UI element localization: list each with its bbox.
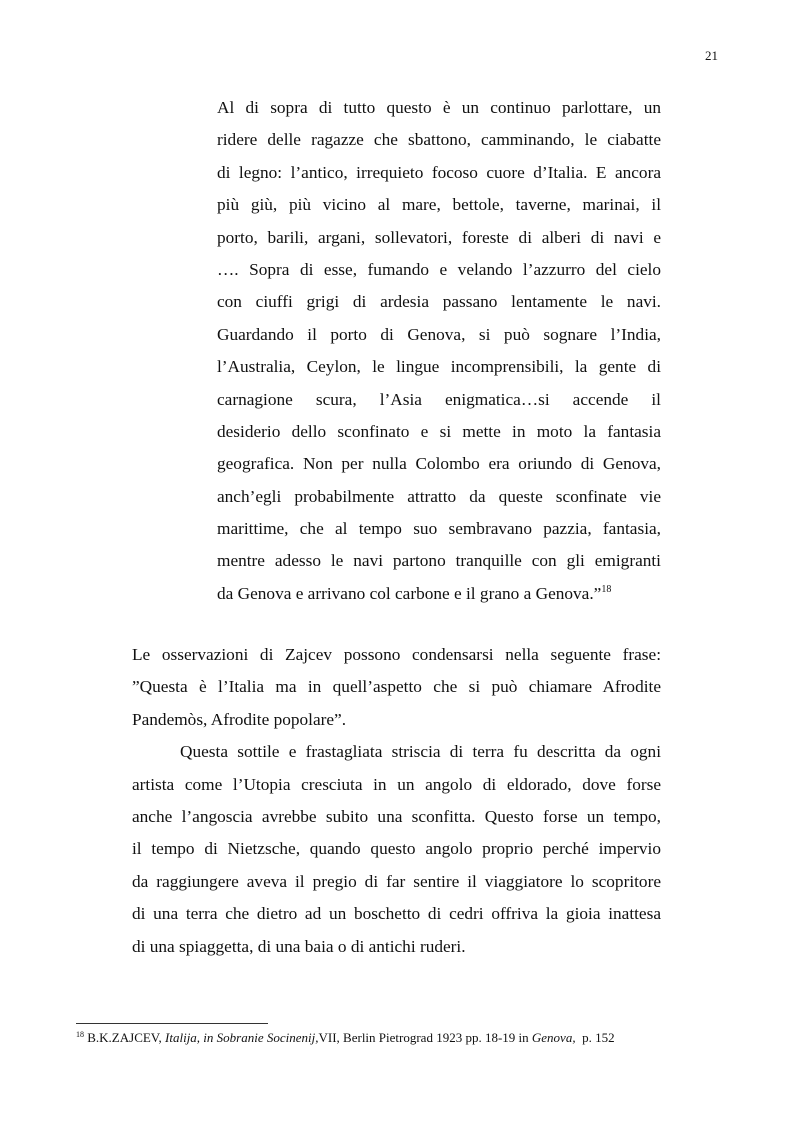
paragraph-line: di una spiaggetta, di una baia o di antichi ruderi. xyxy=(132,936,466,956)
paragraph-line: da raggiungere aveva il pregio di far sentire il viaggiatore lo scopritore xyxy=(132,871,661,891)
footnote xyxy=(76,1030,696,1046)
quote-line: di legno: l’antico, irrequieto focoso cuore d’Italia. E ancora xyxy=(217,162,661,182)
footnote-details: VII, Berlin Pietrograd 1923 pp. 18-19 in xyxy=(318,1030,529,1045)
paragraph-line: ”Questa è l’Italia ma in quell’aspetto che si può chiamare Afrodite xyxy=(132,677,661,697)
paragraph-line: Le osservazioni di Zajcev possono condensarsi nella seguente frase: xyxy=(132,645,661,664)
footnote-number: 18 xyxy=(76,1030,84,1039)
paragraph-line: il tempo di Nietzsche, quando questo angolo proprio perché impervio xyxy=(132,839,661,859)
paragraph-line: anche l’angoscia avrebbe subito una sconfitta. Questo forse un tempo, xyxy=(132,806,661,826)
footnote-page: p. 152 xyxy=(582,1030,615,1045)
footnote-reference[interactable]: 18 xyxy=(601,583,612,595)
page-number: 21 xyxy=(705,48,718,63)
quote-line: marittime, che al tempo suo sembravano pazzia, fantasia, xyxy=(217,519,661,539)
footnote-title: Italija, in Sobranie Socinenij, xyxy=(165,1030,319,1045)
body-text xyxy=(132,639,661,963)
quote-line: più giù, più vicino al mare, bettole, taverne, marinai, il xyxy=(217,195,661,215)
quote-line: con ciuffi grigi di ardesia passano lentamente le navi. xyxy=(217,292,661,312)
quote-line: mentre adesso le navi partono tranquille con gli emigranti xyxy=(217,551,661,571)
quote-line: carnagione scura, l’Asia enigmatica…si accende il xyxy=(217,389,661,409)
paragraph-line: di una terra che dietro ad un boschetto di cedri offriva la gioia inattesa xyxy=(132,904,661,924)
footnote-source: Genova, xyxy=(531,1030,576,1045)
quote-line: desiderio dello sconfinato e si mette in moto la fantasia xyxy=(217,421,661,441)
quote-line: porto, barili, argani, sollevatori, foreste di alberi di navi e xyxy=(217,227,661,247)
paragraph xyxy=(132,736,661,963)
quote-line: anch’egli probabilmente attratto da queste sconfinate vie xyxy=(217,486,661,506)
block-quote xyxy=(217,92,661,610)
footnote-divider xyxy=(76,1023,268,1024)
paragraph-line: Questa sottile e frastagliata striscia di terra fu descritta da ogni xyxy=(180,742,661,762)
paragraph xyxy=(132,639,661,736)
quote-line: …. Sopra di esse, fumando e velando l’azzurro del cielo xyxy=(217,259,661,279)
footnote-author: B.K.ZAJCEV, xyxy=(87,1030,162,1045)
quote-line: ridere delle ragazze che sbattono, camminando, le ciabatte xyxy=(217,130,661,150)
quote-last-line xyxy=(217,578,661,610)
paragraph-line: Pandemòs, Afrodite popolare”. xyxy=(132,709,347,729)
quote-line: geografica. Non per nulla Colombo era oriundo di Genova, xyxy=(217,454,661,474)
quote-line: Guardando il porto di Genova, si può sognare l’India, xyxy=(217,324,661,344)
quote-line: l’Australia, Ceylon, le lingue incomprensibili, la gente di xyxy=(217,357,661,377)
quote-line: da Genova e arrivano col carbone e il grano a Genova.” xyxy=(217,583,602,603)
quote-line: Al di sopra di tutto questo è un continuo parlottare, un xyxy=(217,98,661,117)
paragraph-line: artista come l’Utopia cresciuta in un angolo di eldorado, dove forse xyxy=(132,774,661,794)
